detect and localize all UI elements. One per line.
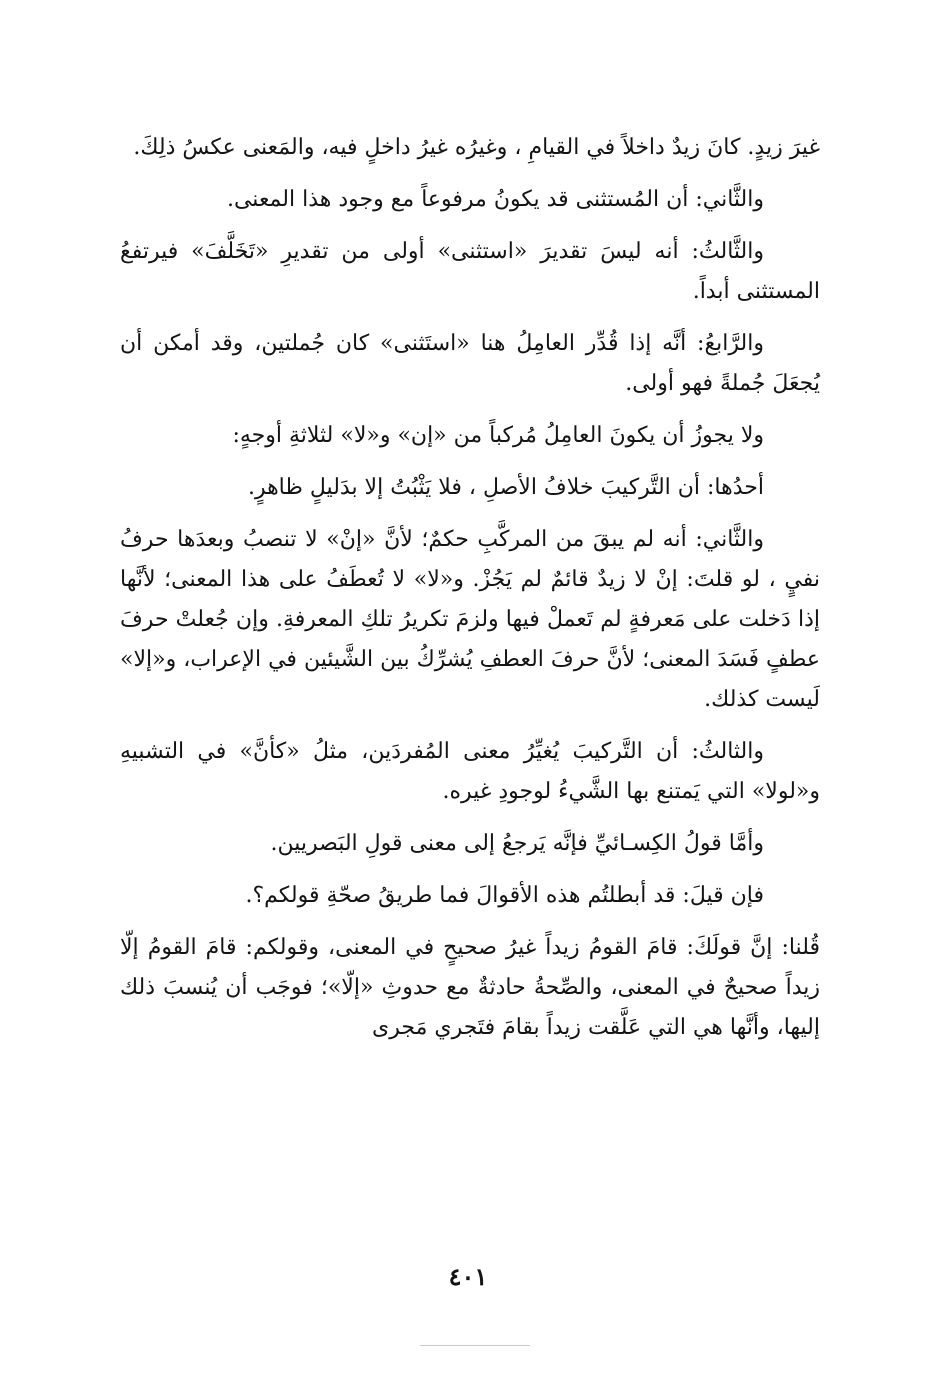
paragraph-5: ولا يجوزُ أن يكونَ العامِلُ مُركباً من «إن» و«لا» لثلاثةِ أوجهٍ: — [232, 423, 764, 448]
paragraph-8: والثالثُ: أن التَّركيبَ يُغيِّرُ معنى المُفردَين، مثلُ «كأنَّ» في التشبيهِ و«لولا» التي يَمتنع بها الشَّيءُ لوجودِ غيره. — [120, 739, 820, 804]
paragraph-10: فإن قيلَ: قد أبطلتُم هذه الأقوالَ فما طريقُ صحّةِ قولكم؟. — [245, 883, 764, 908]
paragraph-9: وأمَّا قولُ الكِسـائيِّ فإنَّه يَرجعُ إلى معنى قولِ البَصريين. — [270, 831, 764, 856]
page-body — [120, 128, 820, 1060]
paragraph-1: غيرَ زيدٍ. كانَ زيدٌ داخلاً في القيامِ ، وغيرُه غيرُ داخلٍ فيه، والمَعنى عكسُ ذلِكَ. — [133, 135, 820, 160]
paragraph-4: والرَّابعُ: أنَّه إذا قُدِّر العامِلُ هنا «استَثنى» كان جُملتين، وقد أمكن أن يُجعَلَ جُملةً فهو أولى. — [120, 331, 820, 396]
paragraph-11: قُلنا: إنَّ قولَكَ: قامَ القومُ زيداً غيرُ صحيحٍ في المعنى، وقولكم: قامَ القومُ إلّا زيداً صحيحٌ في المعنى، والصِّحةُ حادثةٌ مع حدوثِ «إلّا»؛ فوجَب أن يُنسبَ ذلك إليها، وأنَّها هي التي عَلَّقت زيداً بقامَ فتَجري مَجرى — [120, 935, 820, 1040]
page-number: ٤٠١ — [448, 1262, 488, 1291]
paragraph-6: أحدُها: أن التَّركيبَ خلافُ الأصلِ ، فلا يَثْبُتُ إلا بدَليلٍ ظاهرٍ. — [247, 475, 764, 500]
footer-divider — [420, 1345, 530, 1346]
paragraph-7: والثَّاني: أنه لم يبقَ من المركَّبِ حكمٌ؛ لأنَّ «إنْ» لا تنصبُ وبعدَها حرفُ نفيٍ ، لو قلتَ: إنْ لا زيدٌ قائمٌ لم يَجُزْ. و«لا» لا تُعطَفُ على هذا المعنى؛ لأنَّها إذا دَخلت على مَعرفةٍ لم تَعملْ فيها ولزمَ تكريرُ تلكِ المعرفةِ. وإن جُعلتْ حرفَ عطفٍ فَسَدَ المعنى؛ لأنَّ حرفَ العطفِ يُشرِّكُ بين الشَّيئين في الإعراب، و«إلا» لَيست كذلك. — [120, 527, 820, 712]
paragraph-2: والثَّاني: أن المُستثنى قد يكونُ مرفوعاً مع وجود هذا المعنى. — [226, 187, 764, 212]
paragraph-3: والثَّالثُ: أنه ليسَ تقديرَ «استثنى» أولى من تقديرِ «تَخَلَّفَ» فيرتفعُ المستثنى أبداً. — [120, 239, 820, 304]
